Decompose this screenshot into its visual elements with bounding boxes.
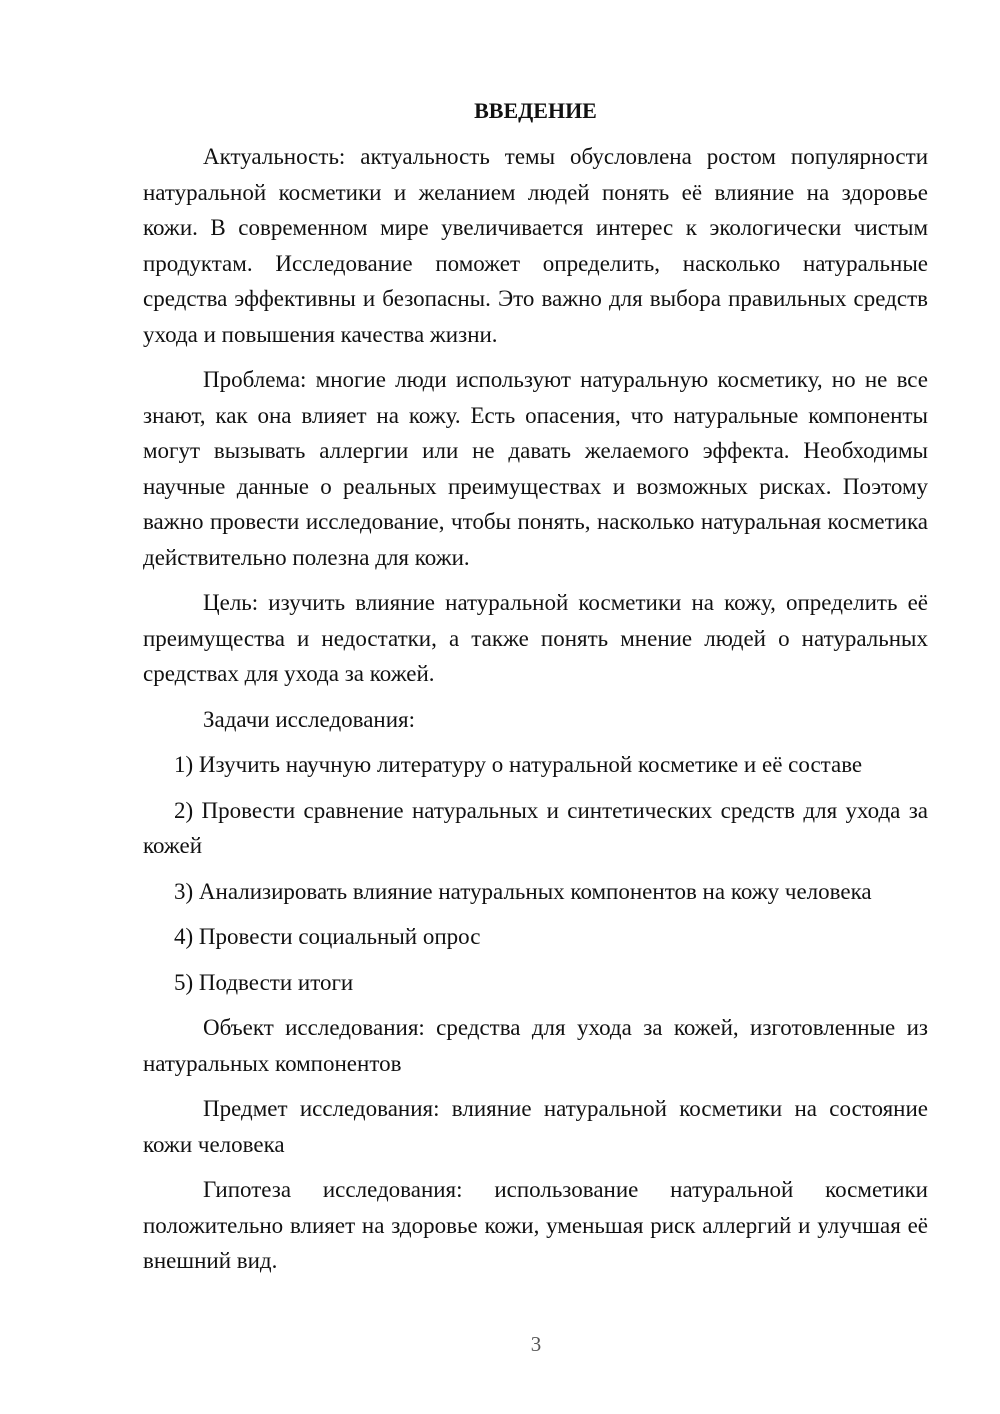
subject-paragraph: Предмет исследования: влияние натуральной косметики на состояние кожи человека	[143, 1096, 928, 1157]
task-item-5: 5) Подвести итоги	[174, 969, 354, 995]
section-title: ВВЕДЕНИЕ	[474, 98, 597, 123]
task-item-3: 3) Анализировать влияние натуральных компонентов на кожу человека	[174, 878, 872, 904]
hypothesis-paragraph: Гипотеза исследования: использование натуральной косметики положительно влияет на здоровье кожи, уменьшая риск аллергий и улучшая её внешний вид.	[143, 1177, 928, 1273]
page-content	[143, 93, 928, 1289]
goal-paragraph: Цель: изучить влияние натуральной косметики на кожу, определить её преимущества и недостатки, а также понять мнение людей о натуральных средствах для ухода за кожей.	[143, 590, 928, 686]
task-item-4: 4) Провести социальный опрос	[174, 924, 481, 949]
page-number: 3	[530, 1332, 542, 1356]
task-item-2: 2) Провести сравнение натуральных и синтетических средств для ухода за кожей	[143, 797, 928, 858]
task-item-1: 1) Изучить научную литературу о натуральной косметике и её составе	[174, 752, 863, 777]
relevance-paragraph: Актуальность: актуальность темы обусловлена ростом популярности натуральной косметики и желанием людей понять её влияние на здоровье кожи. В современном мире увеличивается интерес к экологически чистым продуктам. Исследование поможет определить, насколько натуральные средства эффективны и безопасны. Это важно для выбора правильных средств ухода и повышения качества жизни.	[143, 144, 928, 347]
object-paragraph: Объект исследования: средства для ухода за кожей, изготовленные из натуральных компонентов	[143, 1015, 928, 1076]
tasks-heading: Задачи исследования:	[203, 706, 416, 732]
problem-paragraph: Проблема: многие люди используют натуральную косметику, но не все знают, как она влияет на кожу. Есть опасения, что натуральные компоненты могут вызывать аллергии или не давать желаемого эффекта. Необходимы научные данные о реальных преимуществах и возможных рисках. Поэтому важно провести исследование, чтобы понять, насколько натуральная косметика действительно полезна для кожи.	[143, 367, 928, 570]
